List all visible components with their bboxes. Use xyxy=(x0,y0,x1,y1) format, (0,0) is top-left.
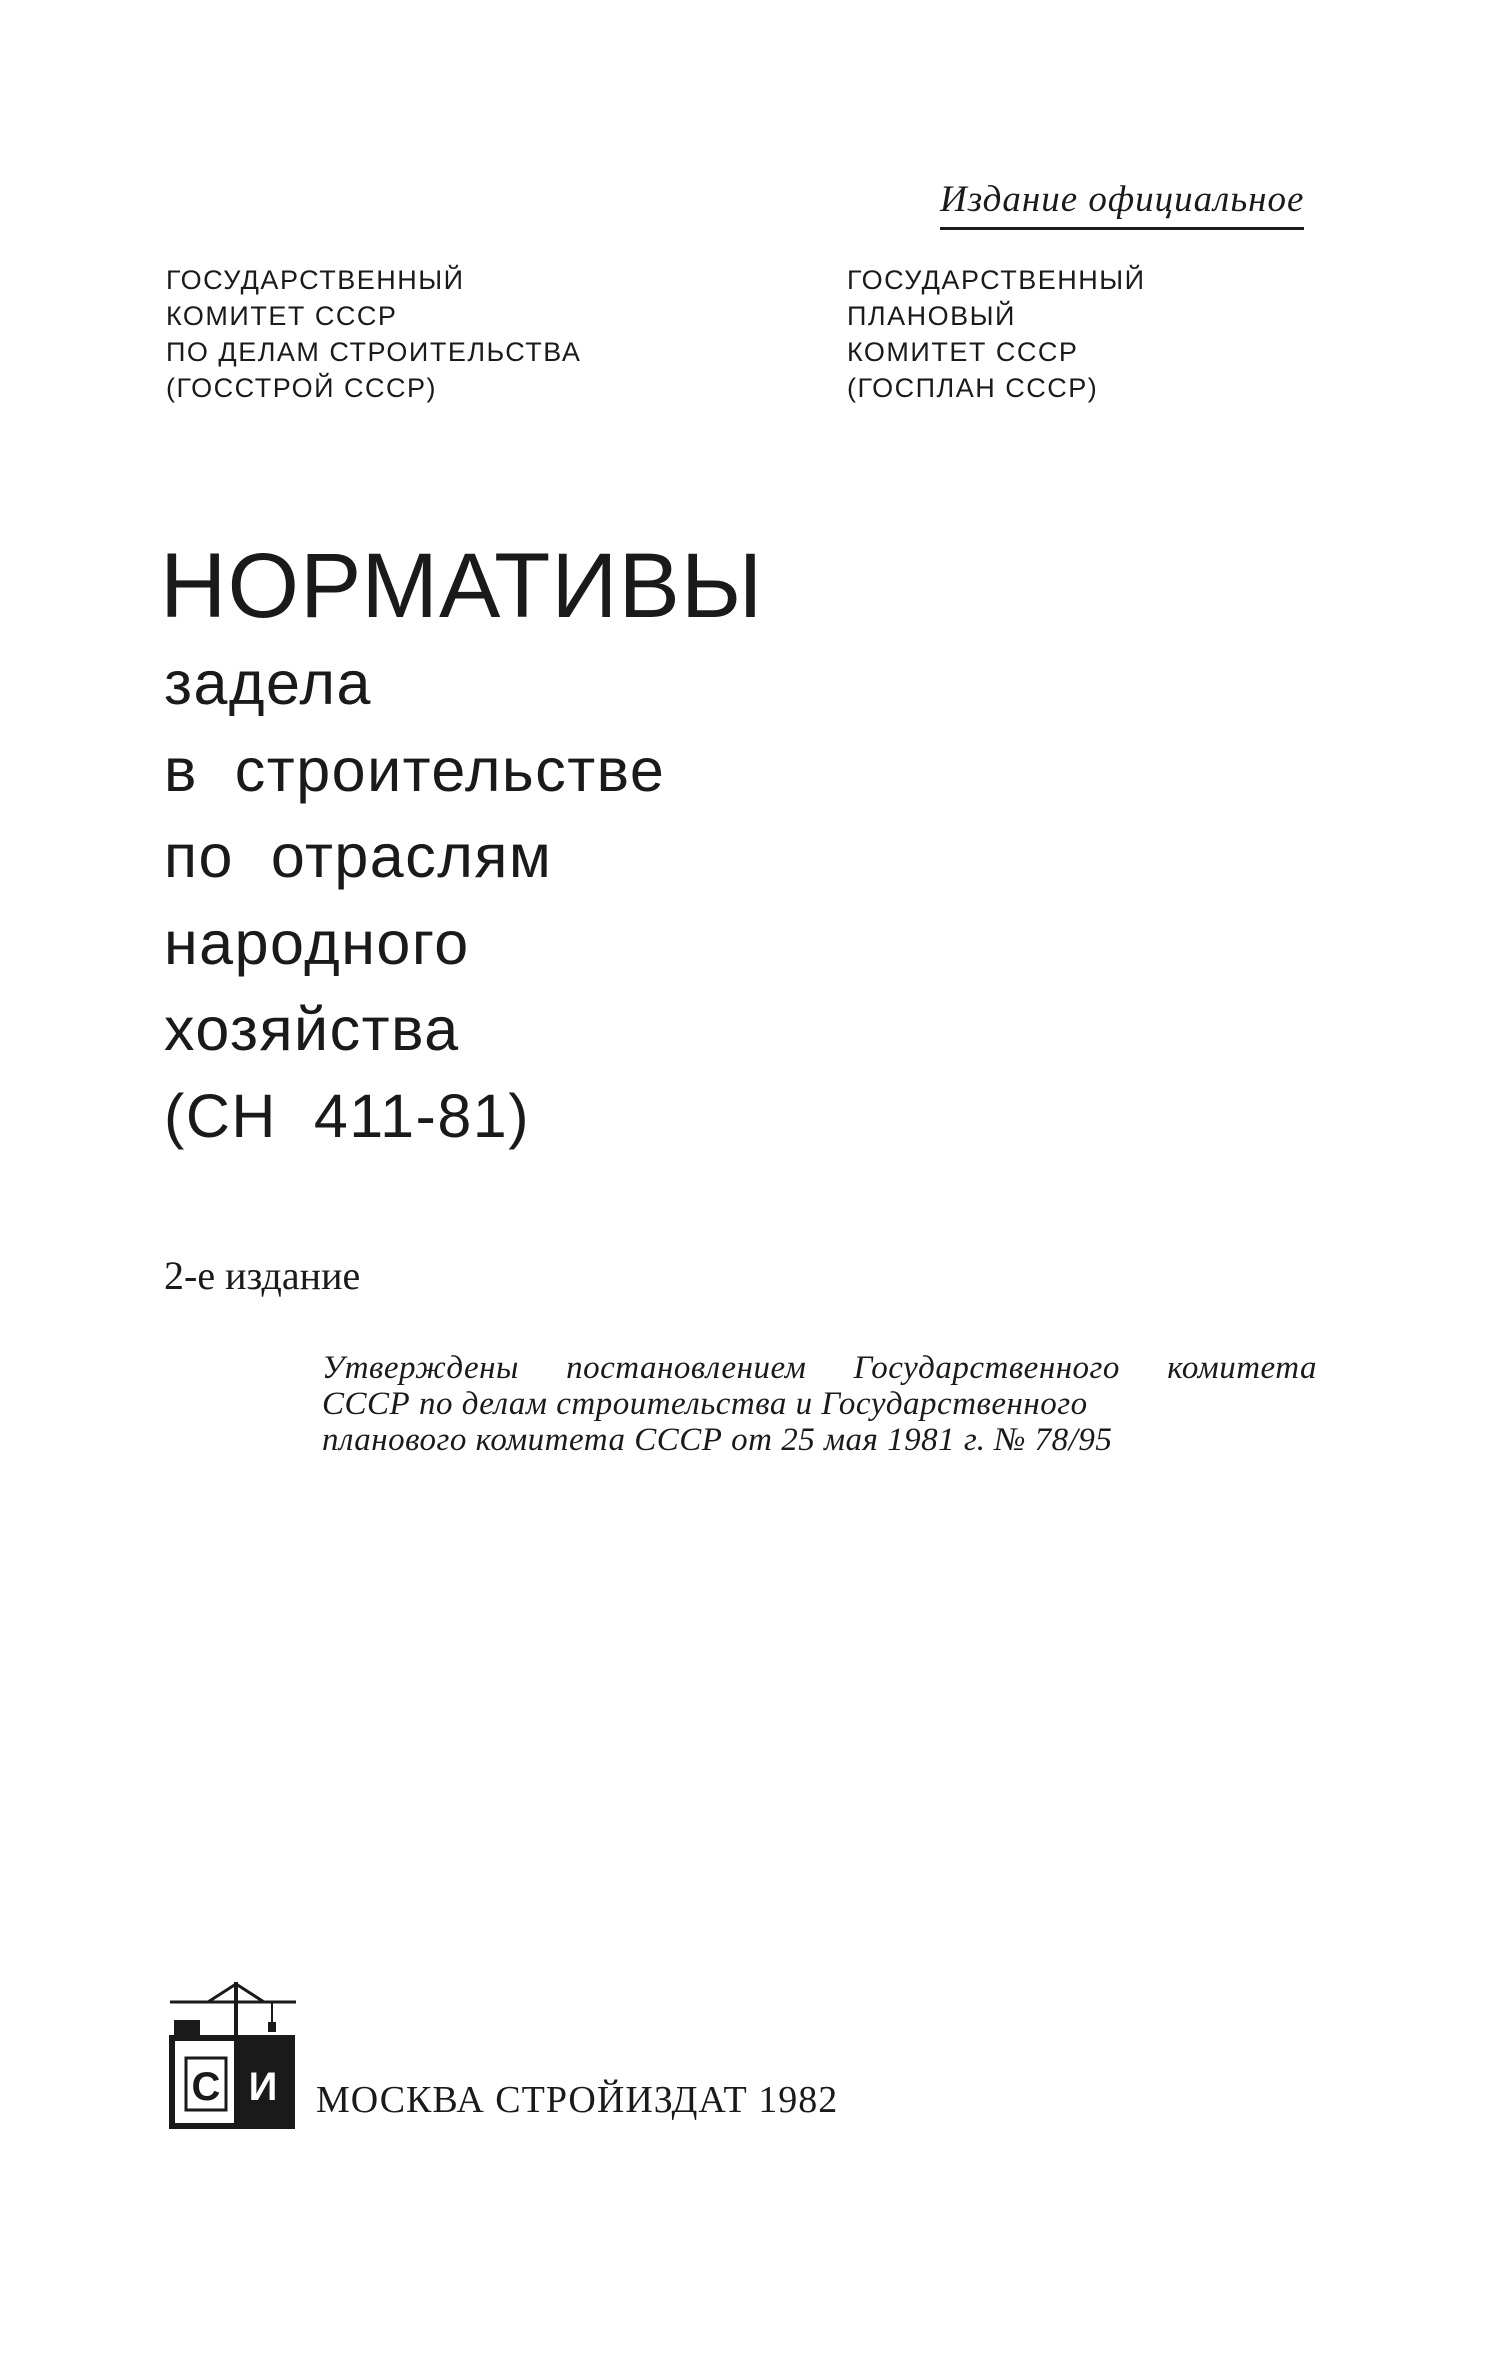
edition-label: 2-е издание xyxy=(164,1253,361,1298)
approval-note xyxy=(322,1350,1322,1458)
subtitle-line: народного xyxy=(164,908,470,977)
agency-line: (ГОСПЛАН СССР) xyxy=(847,373,1099,403)
subtitle-line: по отраслям xyxy=(164,822,553,890)
stroyizdat-logo-icon xyxy=(168,1980,298,2130)
agency-line: КОМИТЕТ СССР xyxy=(847,337,1079,367)
subtitle-line: хозяйства xyxy=(164,995,460,1063)
logo-letter-i: И xyxy=(248,2065,278,2109)
logo-letter-s: С xyxy=(191,2065,221,2109)
agency-line: ГОСУДАРСТВЕННЫЙ xyxy=(166,265,465,295)
agency-line: ПЛАНОВЫЙ xyxy=(847,301,1016,331)
agency-line: ГОСУДАРСТВЕННЫЙ xyxy=(847,265,1146,295)
subtitle-line: (СН 411-81) xyxy=(164,1081,531,1150)
approval-line: планового комитета СССР от 25 мая 1981 г. № 78/95 xyxy=(322,1422,1113,1458)
agency-line: КОМИТЕТ СССР xyxy=(166,301,398,331)
subtitle-line: в строительстве xyxy=(164,735,666,804)
publisher-imprint: МОСКВА СТРОЙИЗДАТ 1982 xyxy=(316,2079,839,2121)
agency-line: ПО ДЕЛАМ СТРОИТЕЛЬСТВА xyxy=(166,337,582,367)
approval-line: СССР по делам строительства и Государственного xyxy=(322,1386,1088,1422)
document-title: НОРМАТИВЫ xyxy=(160,535,764,637)
official-edition-label: Издание официальное xyxy=(940,178,1304,230)
document-subtitle xyxy=(164,640,665,1159)
agency-line: (ГОССТРОЙ СССР) xyxy=(166,373,438,403)
subtitle-line: задела xyxy=(164,649,372,717)
agency-gosplan xyxy=(847,262,1146,406)
approval-line: Утверждены постановлением Государственного комитета xyxy=(322,1350,1317,1386)
agency-gosstroy xyxy=(166,262,581,406)
